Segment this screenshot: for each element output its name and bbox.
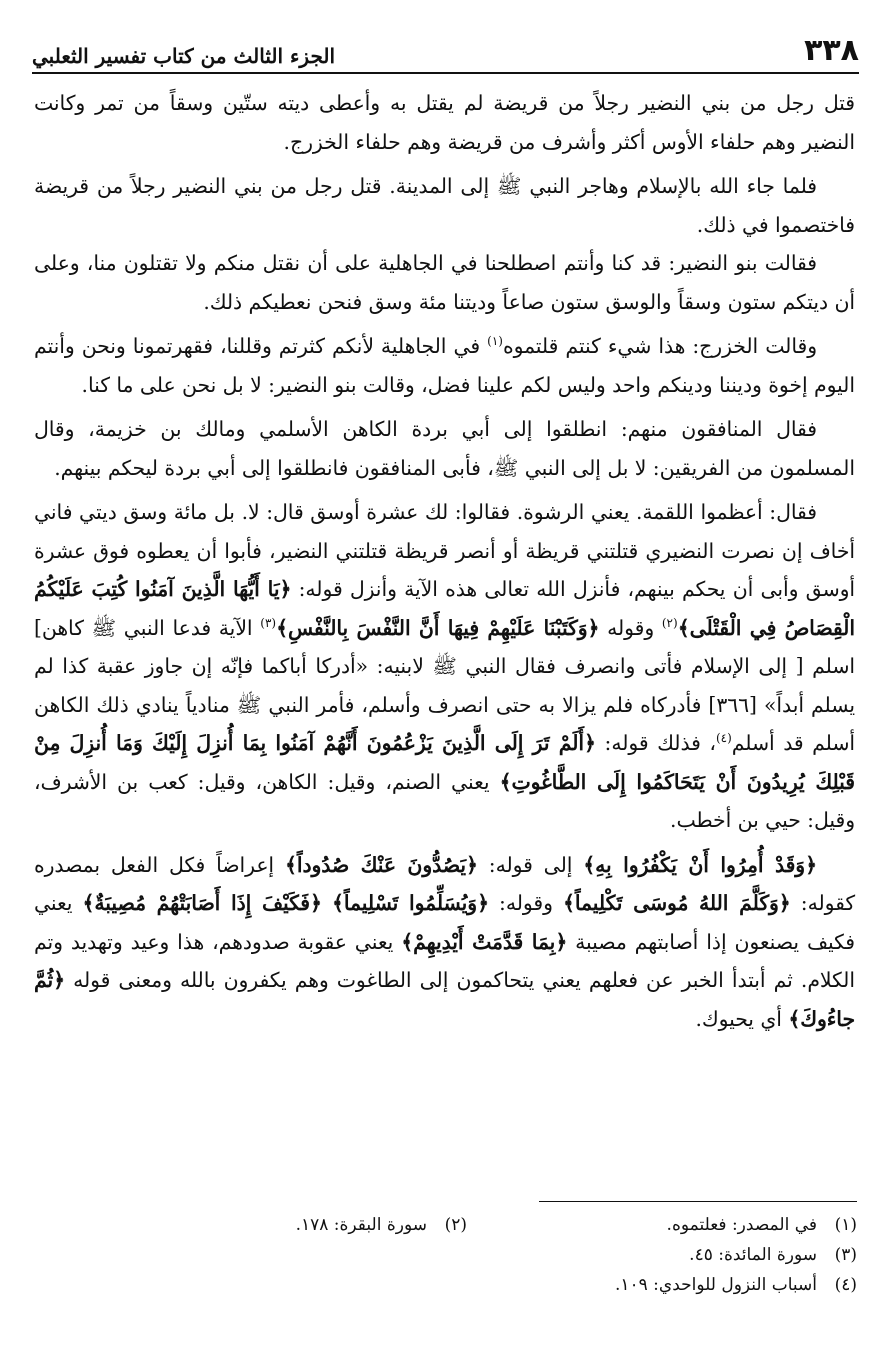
paragraph-6-text: فقال: أعظموا اللقمة. يعني الرشوة. فقالوا: لك عشرة أوسق قال: لا. بل مائة وسق ديتي فاني أخاف إن نصرت النضيري قتلتني قريظة أو أنصر قريظة قتلتني النضير، فأبوا أن يعطوه فوق عشرة أوسق وأبى أن يحكم بينهم، فأنزل الله تعالى هذه الآية وأنزل قوله: (34, 500, 855, 601)
quran-verse-2: ﴿وَكَتَبْنَا عَلَيْهِمْ فِيهَا أَنَّ النَّفْسَ بِالنَّفْسِ﴾ (276, 615, 600, 640)
quran-verse-3: ﴿أَلَمْ تَرَ إِلَى الَّذِينَ يَزْعُمُونَ أَنَّهُمْ آمَنُوا بِمَا أُنزِلَ إِلَيْكَ وَمَا أُنزِلَ مِنْ قَبْلِكَ يُرِيدُونَ أَنْ يَتَحَاكَمُوا إِلَى الطَّاغُوتِ﴾ (34, 731, 855, 794)
paragraph-7-text-f: يعني عقوبة صدودهم، هذا وعيد وتهديد وتم الكلام. ثم أبتدأ الخبر عن فعلهم يعني يتحاكمون إلى الطاغوت وهم يكفرون بالله ومعنى قوله (34, 929, 855, 992)
footnote-2 (77, 1210, 467, 1240)
paragraph-7-text-c: وقوله: (488, 891, 563, 915)
footnote-number: (٢) (444, 1215, 467, 1235)
paragraph-6 (34, 493, 855, 840)
quran-verse-10: ﴿ثُمَّ جاءُوكَ﴾ (34, 968, 855, 1031)
main-text (34, 84, 855, 1044)
page-number: ٣٣٨ (804, 33, 859, 68)
footnote-number: (٤) (834, 1275, 857, 1295)
paragraph-1: قتل رجل من بني النضير رجلاً من قريضة لم يقتل به وأعطى ديته ستّين وسقاً من تمر وكانت النضير وهم حلفاء الأوس أكثر وأشرف من قريضة وهم حلفاء الخزرج. (34, 91, 855, 154)
footnote-row (34, 1210, 857, 1240)
footnote-ref-1[interactable]: (١) (487, 334, 503, 349)
paragraph-7-text: إلى قوله: (477, 852, 584, 877)
quran-verse-6: ﴿وَكَلَّمَ اللهُ مُوسَى تَكْلِيماً﴾ (562, 891, 791, 915)
quran-verse-8: ﴿فَكَيْفَ إِذَا أَصَابَتْهُمْ مُصِيبَةٌ﴾ (82, 891, 322, 915)
quran-verse-4: ﴿وَقَدْ أُمِرُوا أَنْ يَكْفُرُوا بِهِ﴾ (583, 852, 817, 877)
footnote-1 (467, 1210, 857, 1240)
paragraph-7-text-e: يعني فكيف يصنعون إذا أصابتهم مصيبة (34, 891, 855, 954)
paragraph-3: فقالت بنو النضير: قد كنا وأنتم اصطلحنا في الجاهلية على أن نقتل منكم ولا تقتلون منا، وعلى أن ديتكم ستون وسقاً والوسق ستون صاعاً وديتنا مئة وسق فنحن نعطيكم ذلك. (34, 251, 855, 314)
footnote-text: أسباب النزول للواحدي: ١٠٩. (614, 1275, 817, 1295)
paragraph-6-text-e: يعني الصنم، وقيل: الكاهن، وقيل: كعب بن الأشرف، وقيل: حيي بن أخطب. (34, 769, 855, 832)
footnote-ref-2[interactable]: (٢) (661, 615, 678, 630)
paragraph-7-text-d (322, 891, 332, 915)
paragraph-6-text-d: ، فذلك قوله: (595, 731, 716, 755)
footnote-number: (١) (834, 1215, 857, 1235)
page-header (32, 28, 859, 68)
footnote-ref-3[interactable]: (٣) (260, 615, 277, 630)
paragraph-4-text-cont: في الجاهلية لأنكم كثرتم وقللنا، فقهرتمونا ونحن وأنتم اليوم إخوة وديننا ودينكم واحد وليس لكم علينا فضل، وقالت بنو النضير: لا بل نحن على ما كنا. (34, 334, 855, 397)
footnote-text: سورة المائدة: ٤٥. (689, 1245, 817, 1265)
paragraph-2: فلما جاء الله بالإسلام وهاجر النبي ﷺ إلى المدينة. قتل رجل من بني النضير رجلاً من قريضة فاختصموا في ذلك. (34, 174, 855, 237)
paragraph-5: فقال المنافقون منهم: انطلقوا إلى أبي بردة الكاهن الأسلمي ومالك بن خزيمة، وقال المسلمون من الفريقين: لا بل إلى النبي ﷺ، فأبى المنافقون فانطلقوا إلى أبي بردة ليحكم بينهم. (34, 417, 855, 480)
quran-verse-7: ﴿وَيُسَلِّمُوا تَسْلِيماً﴾ (331, 891, 489, 915)
paragraph-7-text-b: إعراضاً فكل الفعل بمصدره كقوله: (34, 852, 856, 915)
quran-verse-9: ﴿بِمَا قَدَّمَتْ أَيْدِيهِمْ﴾ (401, 929, 568, 954)
footnotes (34, 1210, 857, 1300)
footnote-4 (467, 1270, 857, 1300)
paragraph-6-text-c: الآية فدعا النبي ﷺ كاهن] اسلم [ إلى الإسلام فأتى وانصرف فقال النبي ﷺ لابنيه: «أدركا أباكما فإنّه إن جاوز عقبة كذا لم يسلم أبداً» [٣٦٦] فأدركاه فلم يزالا به حتى انصرف وأسلم، فأمر النبي ﷺ منادياً ينادي ذلك الكاهن أسلم قد أسلم (34, 615, 855, 755)
footnote-text: في المصدر: فعلتموه. (666, 1215, 817, 1235)
running-title: الجزء الثالث من كتاب تفسير الثعلبي (32, 44, 335, 68)
footnote-row (34, 1240, 857, 1270)
footnote-ref-4[interactable]: (٤) (715, 731, 732, 746)
quran-verse-1: ﴿يَا أَيُّهَا الَّذِينَ آمَنُوا كُتِبَ عَلَيْكُمُ الْقِصَاصُ فِي الْقَتْلَى﴾ (34, 577, 855, 640)
footnote-row (34, 1270, 857, 1300)
quran-verse-5: ﴿يَصُدُّونَ عَنْكَ صُدُوداً﴾ (284, 852, 478, 877)
paragraph-6-text-b: وقوله (599, 615, 662, 640)
footnote-number: (٣) (834, 1245, 857, 1265)
paragraph-7-text-g: أي يحيوك. (695, 1006, 789, 1031)
paragraph-4 (34, 327, 855, 404)
paragraph-4-text: وقالت الخزرج: هذا شيء كنتم قلتموه (502, 334, 817, 358)
paragraph-7 (34, 846, 855, 1039)
footnotes-rule (539, 1201, 857, 1202)
footnote-3 (467, 1240, 857, 1270)
footnote-text: سورة البقرة: ١٧٨. (295, 1215, 427, 1235)
header-rule (32, 72, 859, 74)
